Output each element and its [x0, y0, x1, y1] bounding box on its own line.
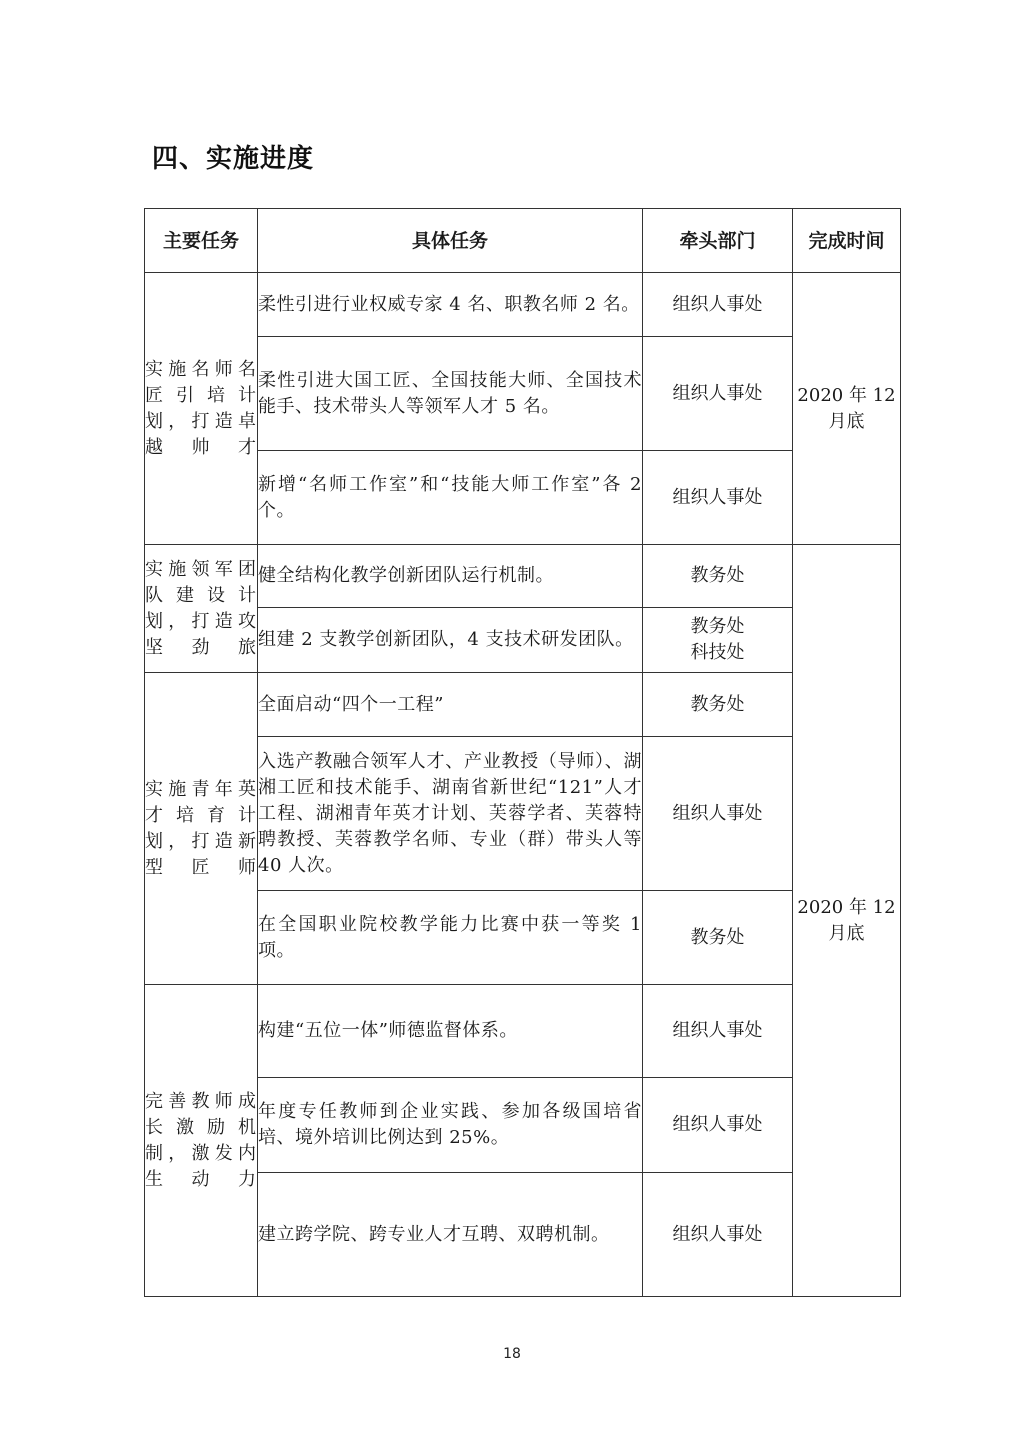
header-detail: 具体任务: [258, 209, 643, 273]
dept-cell: [643, 545, 793, 608]
detail-cell: 组建 2 支教学创新团队，4 支技术研发团队。: [258, 608, 643, 673]
dept-cell: [643, 673, 793, 737]
dept-cell: [643, 273, 793, 337]
main-task-cell: 实施名师名匠引培计划，打造卓越帅才: [145, 273, 258, 545]
header-dept: 牵头部门: [643, 209, 793, 273]
table-row: [145, 673, 901, 737]
detail-cell: 柔性引进行业权威专家 4 名、职教名师 2 名。: [258, 273, 643, 337]
table-row: [145, 337, 901, 451]
detail-cell: 新增“名师工作室”和“技能大师工作室”各 2 个。: [258, 451, 643, 545]
dept-name: 科技处: [690, 642, 745, 663]
dept-name: 组织人事处: [672, 486, 763, 508]
schedule-table: [144, 208, 901, 1297]
time-line-1: 2020 年 12: [797, 384, 896, 406]
dept-name: 组织人事处: [672, 382, 763, 404]
main-task-cell: 实施领军团队建设计划，打造攻坚劲旅: [145, 545, 258, 673]
main-task-cell: 实施青年英才培育计划，打造新型匠师: [145, 673, 258, 985]
header-main-task: 主要任务: [145, 209, 258, 273]
table-row: [145, 1078, 901, 1173]
time-line-2: 月底: [828, 410, 865, 432]
time-cell: [793, 273, 901, 545]
dept-cell: [643, 1078, 793, 1173]
table-row: [145, 451, 901, 545]
table-row: [145, 608, 901, 673]
detail-cell: 全面启动“四个一工程”: [258, 673, 643, 737]
detail-cell: 入选产教融合领军人才、产业教授（导师）、湖湘工匠和技术能手、湖南省新世纪“121”人才工程、湖湘青年英才计划、芙蓉学者、芙蓉特聘教授、芙蓉教学名师、专业（群）带头人等 40 人次。: [258, 737, 643, 891]
detail-cell: 健全结构化教学创新团队运行机制。: [258, 545, 643, 608]
table-row: [145, 737, 901, 891]
dept-name: 教务处: [690, 926, 745, 948]
detail-cell: 构建“五位一体”师德监督体系。: [258, 985, 643, 1078]
dept-name: 教务处: [690, 616, 745, 637]
dept-name: 教务处: [690, 693, 745, 715]
section-title: 四、实施进度: [152, 144, 315, 174]
dept-name: 组织人事处: [672, 1223, 763, 1245]
dept-name: 组织人事处: [672, 293, 763, 315]
detail-cell: 建立跨学院、跨专业人才互聘、双聘机制。: [258, 1173, 643, 1297]
table-row: [145, 985, 901, 1078]
main-task-cell: 完善教师成长激励机制，激发内生动力: [145, 985, 258, 1297]
table-row: [145, 1173, 901, 1297]
dept-cell: [643, 737, 793, 891]
dept-name: 组织人事处: [672, 1114, 763, 1135]
dept-name: 组织人事处: [672, 1020, 763, 1041]
dept-name: 教务处: [690, 565, 745, 586]
table-header-row: [145, 209, 901, 273]
table-row: [145, 545, 901, 608]
page-number: 18: [503, 1346, 521, 1362]
time-line-2: 月底: [828, 922, 865, 944]
dept-cell: [643, 608, 793, 673]
table-row: [145, 891, 901, 985]
dept-cell: [643, 451, 793, 545]
table-row: [145, 273, 901, 337]
dept-cell: [643, 985, 793, 1078]
header-time: 完成时间: [793, 209, 901, 273]
time-cell: [793, 545, 901, 1297]
detail-cell: 柔性引进大国工匠、全国技能大师、全国技术能手、技术带头人等领军人才 5 名。: [258, 337, 643, 451]
dept-cell: [643, 337, 793, 451]
dept-name: 组织人事处: [672, 802, 763, 824]
detail-cell: 年度专任教师到企业实践、参加各级国培省培、境外培训比例达到 25%。: [258, 1078, 643, 1173]
detail-cell: 在全国职业院校教学能力比赛中获一等奖 1 项。: [258, 891, 643, 985]
dept-cell: [643, 891, 793, 985]
time-line-1: 2020 年 12: [797, 896, 896, 918]
dept-cell: [643, 1173, 793, 1297]
